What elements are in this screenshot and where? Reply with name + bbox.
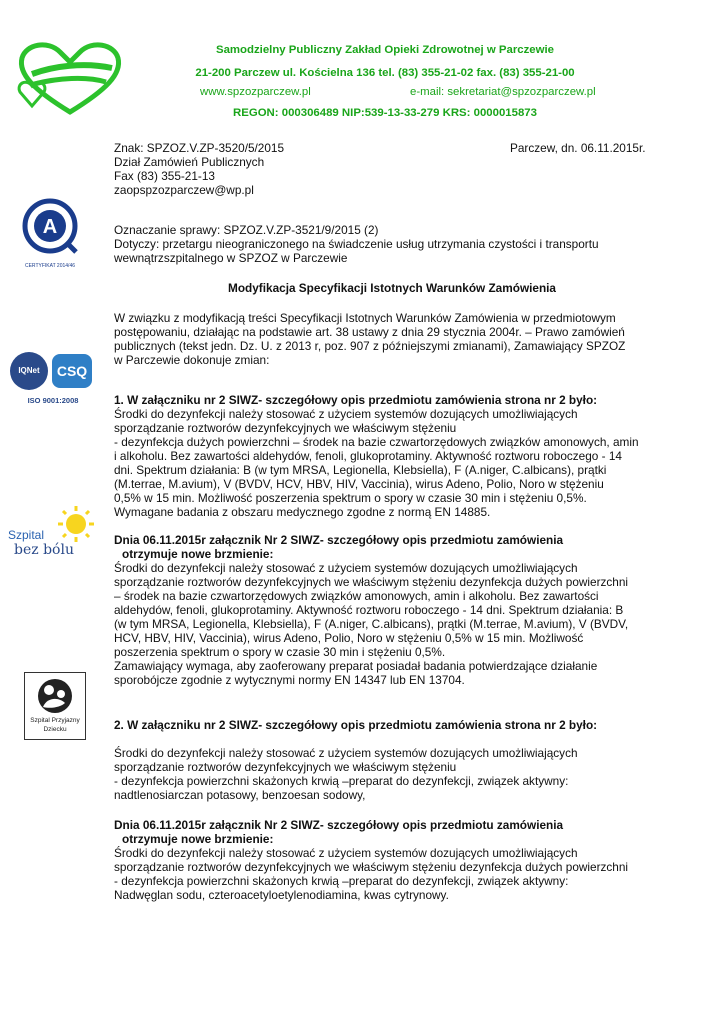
department-fax: Fax (83) 355-21-13: [114, 169, 215, 183]
section-1-new-heading-cont: otrzymuje nowe brzmienie:: [122, 547, 274, 561]
section-2-new-line: - dezynfekcja powierzchni skażonych krwią –preparat do dezynfekcji, związek aktywny:: [114, 874, 569, 888]
section-1-line: 0,5% w 15 min. Możliwość poszerzenia spektrum o spory w czasie 30 min i stężeniu 0,5%.: [114, 491, 587, 505]
section-2-line: nadtlenosiarczan potasowy, benzoesan sodowy,: [114, 788, 366, 802]
org-name: Samodzielny Publiczny Zakład Opieki Zdrowotnej w Parczewie: [215, 44, 554, 56]
section-1-new-line: sporobójcze zgodnie z wytycznymi normy EN 14347 lub EN 13704.: [114, 673, 465, 687]
section-1-line: (M.terrae, M.avium), V (BVDV, HCV, HBV, HIV, Vaccinia), wirus Adeno, Polio, Noro w stężeniu: [114, 477, 604, 491]
bez-bolu-label: bez bólu: [14, 542, 74, 558]
quality-certificate-badge: [14, 196, 86, 268]
org-registry: REGON: 000306489 NIP:539-13-33-279 KRS: 0000015873: [233, 107, 537, 119]
reference-number: Znak: SPZOZ.V.ZP-3520/5/2015: [114, 141, 285, 155]
document-date: Parczew, dn. 06.11.2015r.: [510, 141, 646, 155]
szpital-label: Szpital: [8, 528, 45, 542]
section-1-new-line: aldehydów, fenoli, glukoprotaminy. Aktywność roztworu roboczego - 14 dni. Spektrum działania: B: [114, 603, 624, 617]
cert-label: CERTYFIKAT 2014/46: [24, 263, 76, 269]
section-2-new-line: Nadwęglan sodu, czteroacetyloetylenodiamina, kwas cytrynowy.: [114, 888, 449, 902]
org-email[interactable]: e-mail: sekretariat@spzozparczew.pl: [410, 86, 596, 98]
szpital-przyjazny-dziecku-badge: [24, 672, 86, 740]
section-2-line: Środki do dezynfekcji należy stosować z użyciem systemów dozujących umożliwiających: [114, 746, 578, 760]
section-1-line: i alkoholu. Bez zawartości aldehydów, fenoli, glukoprotaminy. Aktywność roztworu roboczego - 14: [114, 449, 622, 463]
sun-icon: [54, 504, 98, 544]
department: Dział Zamówień Publicznych: [114, 155, 265, 169]
section-1-new-line: HCV, HBV, HIV, Vaccinia), wirus Adeno, Polio, Noro w stężeniu 0,5% w 15 min. Możliwość: [114, 631, 584, 645]
hospital-heart-logo: [14, 38, 126, 118]
intro-line: W związku z modyfikacją treści Specyfikacji Istotnych Warunków Zamówienia w przedmiotowym: [114, 311, 616, 325]
section-1-new-line: – środek na bazie czwartorzędowych związków amonowych, amin i alkoholu. Bez zawartości: [114, 589, 599, 603]
section-1-new-line: sporządzanie roztworów dezynfekcyjnych we właściwym stężeniu dezynfekcja dużych powierzchni: [114, 575, 629, 589]
section-2-new-heading-cont: otrzymuje nowe brzmienie:: [122, 832, 274, 846]
section-1-new-line: Zamawiający wymaga, aby zaoferowany preparat posiadał badania potwierdzające działanie: [114, 659, 598, 673]
section-1-line: Wymagane badania z obszaru medycznego zgodne z normą EN 14885.: [114, 505, 491, 519]
section-2-line: - dezynfekcja powierzchni skażonych krwią –preparat do dezynfekcji, związek aktywny:: [114, 774, 569, 788]
dziecku-label: Dziecku: [43, 726, 67, 733]
intro-line: postępowaniu, działając na podstawie art. 38 ustawy z dnia 29 stycznia 2004r. – Prawo zamówień: [114, 325, 625, 339]
section-1-new-line: poszerzenia spektrum o spory w czasie 30 min i stężeniu 0,5%.: [114, 645, 446, 659]
section-1-new-heading: Dnia 06.11.2015r załącznik Nr 2 SIWZ- szczegółowy opis przedmiotu zamówienia: [114, 533, 564, 547]
section-2-line: sporządzanie roztworów dezynfekcyjnych we właściwym stężeniu: [114, 760, 457, 774]
section-2-heading: 2. W załączniku nr 2 SIWZ- szczegółowy opis przedmiotu zamówienia strona nr 2 było:: [114, 718, 598, 732]
section-1-heading: 1. W załączniku nr 2 SIWZ- szczegółowy opis przedmiotu zamówienia strona nr 2 było:: [114, 393, 598, 407]
csq-logo: CSQ: [52, 354, 92, 388]
section-1-line: Środki do dezynfekcji należy stosować z użyciem systemów dozujących umożliwiających: [114, 407, 578, 421]
case-subject: Dotyczy: przetargu nieograniczonego na świadczenie usług utrzymania czystości i transportu: [114, 237, 599, 251]
case-subject-cont: wewnątrzszpitalnego w SPZOZ w Parczewie: [114, 251, 348, 265]
przyjazny-label: Szpital Przyjazny: [30, 717, 80, 724]
department-email[interactable]: zaopspzozparczew@wp.pl: [114, 183, 254, 197]
section-1-line: dni. Spektrum działania: B (w tym MRSA, Legionella, Klebsiella), F (A.niger, C.albicans), prątki: [114, 463, 607, 477]
section-1-new-line: (w tym MRSA, Legionella, Klebsiella), F (A.niger, C.albicans), prątki (M.terrae, M.avium), V (BVDV,: [114, 617, 629, 631]
intro-line: publicznych (tekst jedn. Dz. U. z 2013 r, poz. 907 z późniejszymi zmianami), Zamawiający SPZOZ: [114, 339, 626, 353]
org-website[interactable]: www.spzozparczew.pl: [200, 86, 311, 98]
case-number: Oznaczanie sprawy: SPZOZ.V.ZP-3521/9/2015 (2): [114, 223, 379, 237]
section-1-line: - dezynfekcja dużych powierzchni – środek na bazie czwartorzędowych związków amonowych, amin: [114, 435, 639, 449]
mother-child-icon: [35, 677, 75, 715]
section-1-line: sporządzanie roztworów dezynfekcyjnych we właściwym stężeniu: [114, 421, 457, 435]
quality-certificate-icon: [14, 196, 86, 256]
iso-badge: [10, 350, 96, 410]
section-2-new-line: Środki do dezynfekcji należy stosować z użyciem systemów dozujących umożliwiających: [114, 846, 578, 860]
section-1-new-line: Środki do dezynfekcji należy stosować z użyciem systemów dozujących umożliwiających: [114, 561, 578, 575]
intro-line: w Parczewie dokonuje zmian:: [114, 353, 270, 367]
iqnet-logo: IQNet: [10, 352, 48, 390]
iso-label: ISO 9001:2008: [27, 396, 79, 405]
document-title: Modyfikacja Specyfikacji Istotnych Warunków Zamówienia: [228, 281, 556, 295]
section-2-new-heading: Dnia 06.11.2015r załącznik Nr 2 SIWZ- szczegółowy opis przedmiotu zamówienia: [114, 818, 564, 832]
szpital-bez-bolu-badge: [8, 504, 98, 564]
org-address: 21-200 Parczew ul. Kościelna 136 tel. (83) 355-21-02 fax. (83) 355-21-00: [195, 67, 575, 79]
section-2-new-line: sporządzanie roztworów dezynfekcyjnych we właściwym stężeniu dezynfekcja dużych powierzchni: [114, 860, 629, 874]
svg-text:A: A: [42, 216, 58, 238]
